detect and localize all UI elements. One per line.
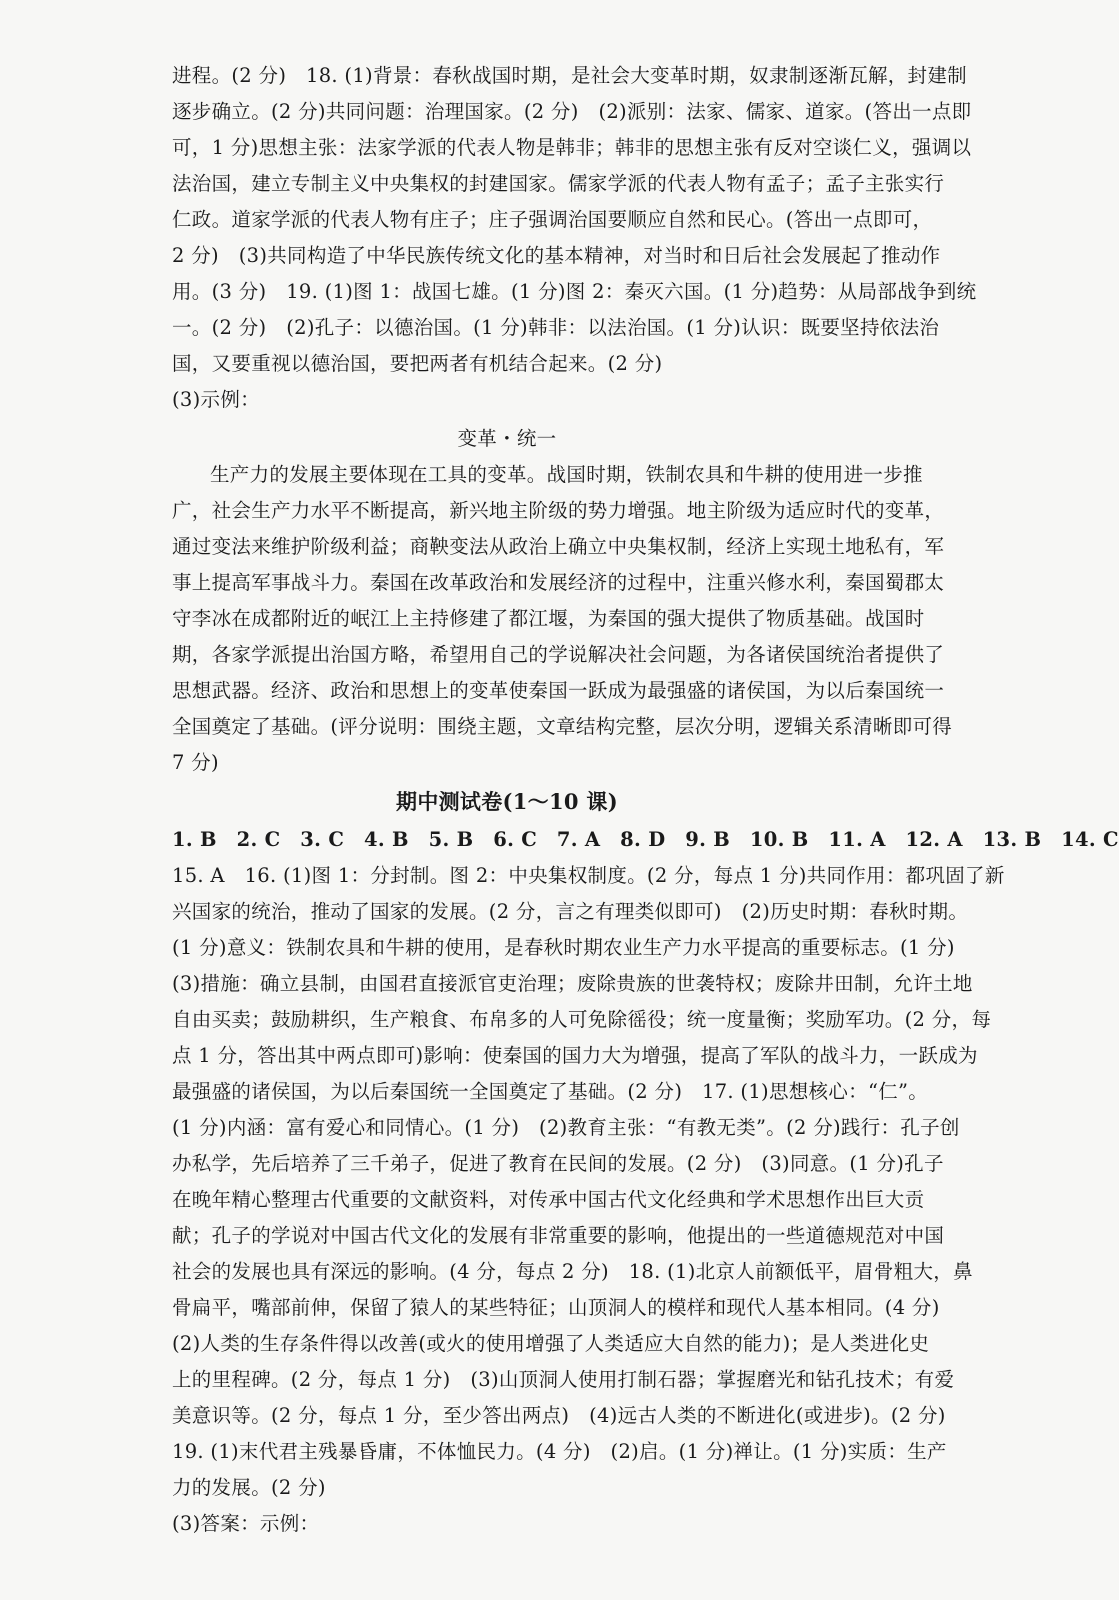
text-line: 可，1 分)思想主张：法家学派的代表人物是韩非；韩非的思想主张有反对空谈仁义，强调以 [172, 136, 972, 159]
text-line: (3)示例： [172, 388, 260, 411]
essay-line: 全国奠定了基础。(评分说明：围绕主题，文章结构完整，层次分明，逻辑关系清晰即可得 [172, 715, 953, 738]
text-line: (3)答案：示例： [172, 1512, 320, 1535]
essay-line: 守李冰在成都附近的岷江上主持修建了都江堰，为秦国的强大提供了物质基础。战国时 [172, 607, 925, 630]
essay-line: 事上提高军事战斗力。秦国在改革政治和发展经济的过程中，注重兴修水利，秦国蜀郡太 [172, 571, 945, 594]
text-line: 点 1 分，答出其中两点即可)影响：使秦国的国力大为增强，提高了军队的战斗力，一跃成为 [172, 1044, 978, 1067]
essay-title: 变革・统一 [457, 427, 557, 450]
text-line: 进程。(2 分) 18. (1)背景：春秋战国时期，是社会大变革时期，奴隶制逐渐瓦解，封建制 [172, 64, 967, 87]
text-line: 自由买卖；鼓励耕织，生产粮食、布帛多的人可免除徭役；统一度量衡；奖励军功。(2 分，每 [172, 1008, 992, 1031]
text-line: 用。(3 分) 19. (1)图 1：战国七雄。(1 分)图 2：秦灭六国。(1 分)趋势：从局部战争到统 [172, 280, 977, 303]
text-line: 15. A 16. (1)图 1：分封制。图 2：中央集权制度。(2 分，每点 1 分)共同作用：都巩固了新 [172, 864, 1005, 887]
text-line: 社会的发展也具有深远的影响。(4 分，每点 2 分) 18. (1)北京人前额低平，眉骨粗大，鼻 [172, 1260, 973, 1283]
text-line: (2)人类的生存条件得以改善(或火的使用增强了人类适应大自然的能力)；是人类进化史 [172, 1332, 930, 1355]
text-line: 上的里程碑。(2 分，每点 1 分) (3)山顶洞人使用打制石器；掌握磨光和钻孔技术；有爱 [172, 1368, 955, 1391]
text-line: 19. (1)末代君主残暴昏庸，不体恤民力。(4 分) (2)启。(1 分)禅让。(1 分)实质：生产 [172, 1440, 947, 1463]
text-line: 在晚年精心整理古代重要的文献资料，对传承中国古代文化经典和学术思想作出巨大贡 [172, 1188, 925, 1211]
essay-line: 思想武器。经济、政治和思想上的变革使秦国一跃成为最强盛的诸侯国，为以后秦国统一 [172, 679, 945, 702]
essay-line: 期，各家学派提出治国方略，希望用自己的学说解决社会问题，为各诸侯国统治者提供了 [172, 643, 945, 666]
text-line: (1 分)意义：铁制农具和牛耕的使用，是春秋时期农业生产力水平提高的重要标志。(1 分) [172, 936, 955, 959]
text-line: 仁政。道家学派的代表人物有庄子；庄子强调治国要顺应自然和民心。(答出一点即可， [172, 208, 933, 231]
answer-key-line: 1. B 2. C 3. C 4. B 5. B 6. C 7. A 8. D 9. B 10. B 11. A 12. A 13. B 14. C [172, 828, 1119, 851]
essay-line: 通过变法来维护阶级利益；商鞅变法从政治上确立中央集权制，经济上实现土地私有，军 [172, 535, 945, 558]
text-line: 献；孔子的学说对中国古代文化的发展有非常重要的影响，他提出的一些道德规范对中国 [172, 1224, 945, 1247]
text-line: 骨扁平，嘴部前伸，保留了猿人的某些特征；山顶洞人的模样和现代人基本相同。(4 分) [172, 1296, 940, 1319]
text-line: 一。(2 分) (2)孔子：以德治国。(1 分)韩非：以法治国。(1 分)认识：既要坚持依法治 [172, 316, 940, 339]
text-line: 美意识等。(2 分，每点 1 分，至少答出两点) (4)远古人类的不断进化(或进步)。(2 分) [172, 1404, 946, 1427]
text-line: 办私学，先后培养了三千弟子，促进了教育在民间的发展。(2 分) (3)同意。(1 分)孔子 [172, 1152, 944, 1175]
text-line: 最强盛的诸侯国，为以后秦国统一全国奠定了基础。(2 分) 17. (1)思想核心：“仁”。 [172, 1080, 929, 1103]
text-line: 法治国，建立专制主义中央集权的封建国家。儒家学派的代表人物有孟子；孟子主张实行 [172, 172, 945, 195]
text-line: 国，又要重视以德治国，要把两者有机结合起来。(2 分) [172, 352, 663, 375]
essay-line: 7 分) [172, 751, 219, 774]
text-line: 逐步确立。(2 分)共同问题：治理国家。(2 分) (2)派别：法家、儒家、道家。(答出一点即 [172, 100, 972, 123]
essay-line: 广，社会生产力水平不断提高，新兴地主阶级的势力增强。地主阶级为适应时代的变革， [172, 499, 945, 522]
section-title-midterm: 期中测试卷(1～10 课) [396, 789, 618, 814]
text-line: (3)措施：确立县制，由国君直接派官吏治理；废除贵族的世袭特权；废除井田制，允许土地 [172, 972, 973, 995]
essay-line: 生产力的发展主要体现在工具的变革。战国时期，铁制农具和牛耕的使用进一步推 [210, 463, 923, 486]
text-line: 力的发展。(2 分) [172, 1476, 326, 1499]
text-line: 2 分) (3)共同构造了中华民族传统文化的基本精神，对当时和日后社会发展起了推动作 [172, 244, 941, 267]
text-line: 兴国家的统治，推动了国家的发展。(2 分，言之有理类似即可) (2)历史时期：春秋时期。 [172, 900, 969, 923]
text-line: (1 分)内涵：富有爱心和同情心。(1 分) (2)教育主张：“有教无类”。(2 分)践行：孔子创 [172, 1116, 960, 1139]
